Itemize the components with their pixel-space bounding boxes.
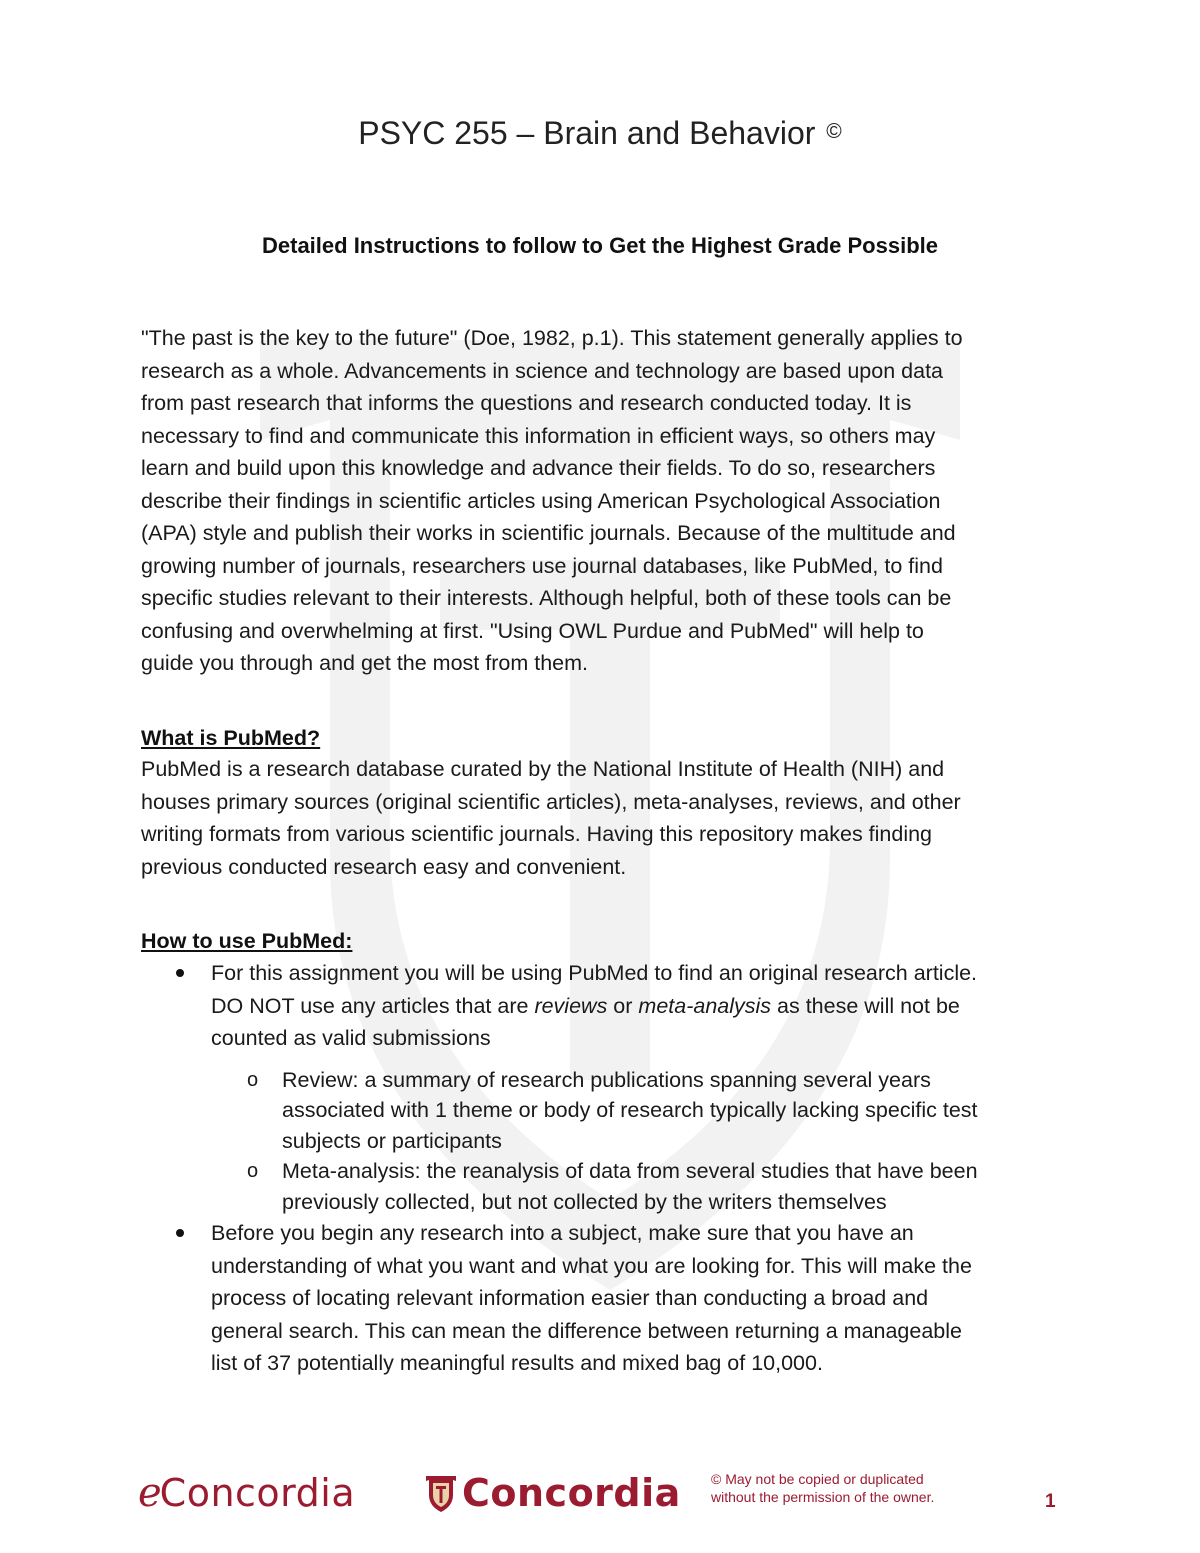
page-subtitle: Detailed Instructions to follow to Get the Highest Grade Possible (262, 233, 938, 258)
emphasis-reviews: reviews (534, 993, 608, 1018)
intro-line: research as a whole. Advancements in science and technology are based upon data (141, 358, 943, 383)
page-number: 1 (1045, 1491, 1056, 1512)
list-item-line: general search. This can mean the difference between returning a manageable (211, 1318, 962, 1343)
sublist-line: Review: a summary of research publications spanning several years (282, 1067, 931, 1092)
definitions-sublist (211, 1065, 1066, 1218)
list-item (141, 1217, 1066, 1380)
what-is-pubmed-paragraph (141, 753, 1066, 883)
copyright-notice (711, 1470, 1011, 1506)
paragraph-line: writing formats from various scientific journals. Having this repository makes finding (141, 822, 933, 846)
sublist-line: Meta-analysis: the reanalysis of data from several studies that have been (282, 1159, 978, 1183)
paragraph-line: houses primary sources (original scientific articles), meta-analyses, reviews, and other (141, 789, 961, 814)
sublist-line: subjects or participants (282, 1128, 502, 1153)
what-is-pubmed-heading: What is PubMed? (141, 726, 321, 750)
how-to-use-list (141, 957, 1066, 1380)
notice-line: © May not be copied or duplicated (711, 1471, 924, 1487)
intro-line: growing number of journals, researchers use journal databases, like PubMed, to find (141, 553, 943, 578)
list-item-line: Before you begin any research into a subject, make sure that you have an (211, 1221, 914, 1245)
notice-line: without the permission of the owner. (711, 1489, 935, 1505)
bullet-icon (176, 1229, 184, 1237)
sublist-item-review (211, 1065, 1066, 1157)
sublist-item-meta-analysis (211, 1156, 1066, 1217)
concordia-logo-text: Concordia (462, 1471, 681, 1515)
list-item-line: process of locating relevant information easier than conducting a broad and (211, 1286, 929, 1310)
sublist-line: associated with 1 theme or body of research typically lacking specific test (282, 1098, 978, 1122)
list-item-line: list of 37 potentially meaningful results and mixed bag of 10,000. (211, 1351, 823, 1375)
page-title: PSYC 255 – Brain and Behavior © (358, 115, 842, 151)
bullet-icon (176, 969, 184, 977)
intro-line: necessary to find and communicate this information in efficient ways, so others may (141, 423, 936, 448)
econcordia-logo (138, 1463, 355, 1523)
list-item-line: understanding of what you want and what you are looking for. This will make the (211, 1253, 972, 1278)
intro-line: confusing and overwhelming at first. "Using OWL Purdue and PubMed" will help to (141, 618, 924, 643)
sublist-line: previously collected, but not collected by the writers themselves (282, 1189, 887, 1214)
how-to-use-pubmed-heading: How to use PubMed: (141, 929, 353, 953)
concordia-shield-icon (424, 1473, 458, 1513)
intro-line: specific studies relevant to their interests. Although helpful, both of these tools can be (141, 586, 952, 610)
intro-line: from past research that informs the questions and research conducted today. It is (141, 391, 912, 415)
list-item (141, 957, 1066, 1217)
paragraph-line: PubMed is a research database curated by the National Institute of Health (NIH) and (141, 757, 945, 781)
hollow-bullet-icon: o (247, 1068, 259, 1091)
emphasis-meta-analysis: meta-analysis (638, 993, 772, 1018)
list-item-line: DO NOT use any articles that are reviews or meta-analysis as these will not be (211, 993, 960, 1018)
hollow-bullet-icon: o (247, 1160, 259, 1182)
copyright-mark: © (826, 120, 842, 143)
list-item-line: counted as valid submissions (211, 1026, 491, 1050)
intro-line: describe their findings in scientific articles using American Psychological Association (141, 488, 941, 513)
intro-line: (APA) style and publish their works in scientific journals. Because of the multitude and (141, 521, 956, 545)
intro-line: learn and build upon this knowledge and advance their fields. To do so, researchers (141, 456, 936, 480)
econcordia-logo-text: Concordia (159, 1471, 356, 1515)
intro-paragraph (141, 322, 1066, 680)
paragraph-line: previous conducted research easy and convenient. (141, 854, 627, 879)
intro-line: guide you through and get the most from them. (141, 651, 588, 675)
list-item-line: For this assignment you will be using PubMed to find an original research article. (211, 961, 978, 985)
concordia-logo (424, 1463, 681, 1523)
econcordia-logo-prefix: e (138, 1470, 162, 1516)
intro-line: "The past is the key to the future" (Doe, 1982, p.1). This statement generally applies to (141, 326, 963, 350)
